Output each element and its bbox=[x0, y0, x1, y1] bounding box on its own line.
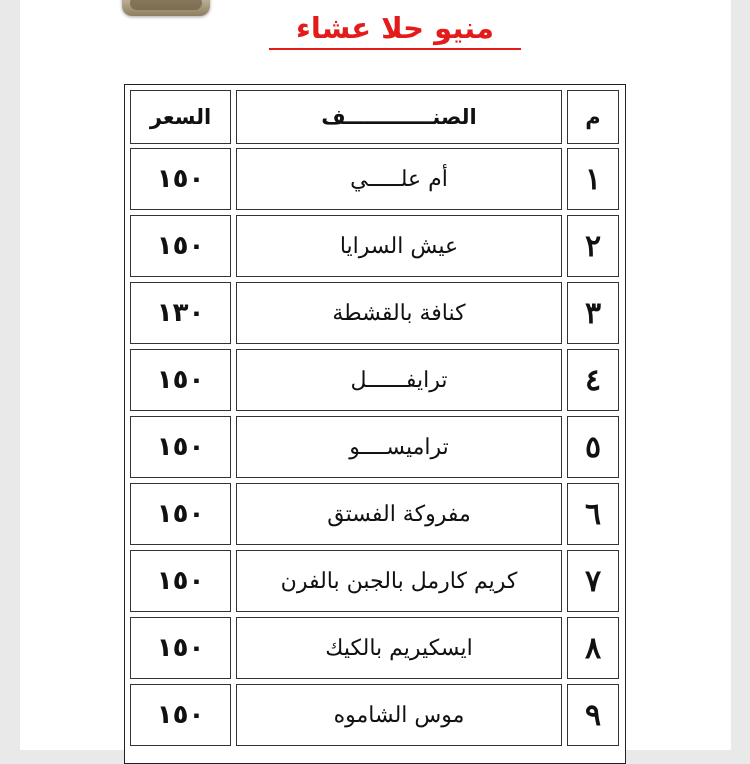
row-number: ٩ bbox=[567, 684, 619, 746]
row-number: ٢ bbox=[567, 215, 619, 277]
row-price: ١٣٠ bbox=[130, 282, 231, 344]
row-price: ١٥٠ bbox=[130, 550, 231, 612]
row-item: عيش السرايا bbox=[236, 215, 562, 277]
row-price: ١٥٠ bbox=[130, 617, 231, 679]
row-item: ايسكيريم بالكيك bbox=[236, 617, 562, 679]
row-price: ١٥٠ bbox=[130, 148, 231, 210]
row-item: كنافة بالقشطة bbox=[236, 282, 562, 344]
row-price: ١٥٠ bbox=[130, 215, 231, 277]
row-price: ١٥٠ bbox=[130, 416, 231, 478]
row-price: ١٥٠ bbox=[130, 483, 231, 545]
row-number: ٦ bbox=[567, 483, 619, 545]
logo bbox=[122, 0, 210, 16]
row-item: تراميســــو bbox=[236, 416, 562, 478]
row-item: ترايفــــــل bbox=[236, 349, 562, 411]
row-number: ٤ bbox=[567, 349, 619, 411]
row-number: ٨ bbox=[567, 617, 619, 679]
row-number: ٣ bbox=[567, 282, 619, 344]
row-price: ١٥٠ bbox=[130, 684, 231, 746]
title-underline bbox=[269, 48, 521, 50]
header-number: م bbox=[567, 90, 619, 144]
row-item: موس الشاموه bbox=[236, 684, 562, 746]
row-item: أم علـــــي bbox=[236, 148, 562, 210]
row-number: ١ bbox=[567, 148, 619, 210]
row-item: مفروكة الفستق bbox=[236, 483, 562, 545]
page-title: منيو حلا عشاء bbox=[296, 11, 494, 45]
row-number: ٧ bbox=[567, 550, 619, 612]
row-price: ١٥٠ bbox=[130, 349, 231, 411]
header-price: السعر bbox=[130, 90, 231, 144]
row-number: ٥ bbox=[567, 416, 619, 478]
header-item: الصنــــــــــــف bbox=[236, 90, 562, 144]
menu-table bbox=[124, 84, 626, 764]
row-item: كريم كارمل بالجبن بالفرن bbox=[236, 550, 562, 612]
